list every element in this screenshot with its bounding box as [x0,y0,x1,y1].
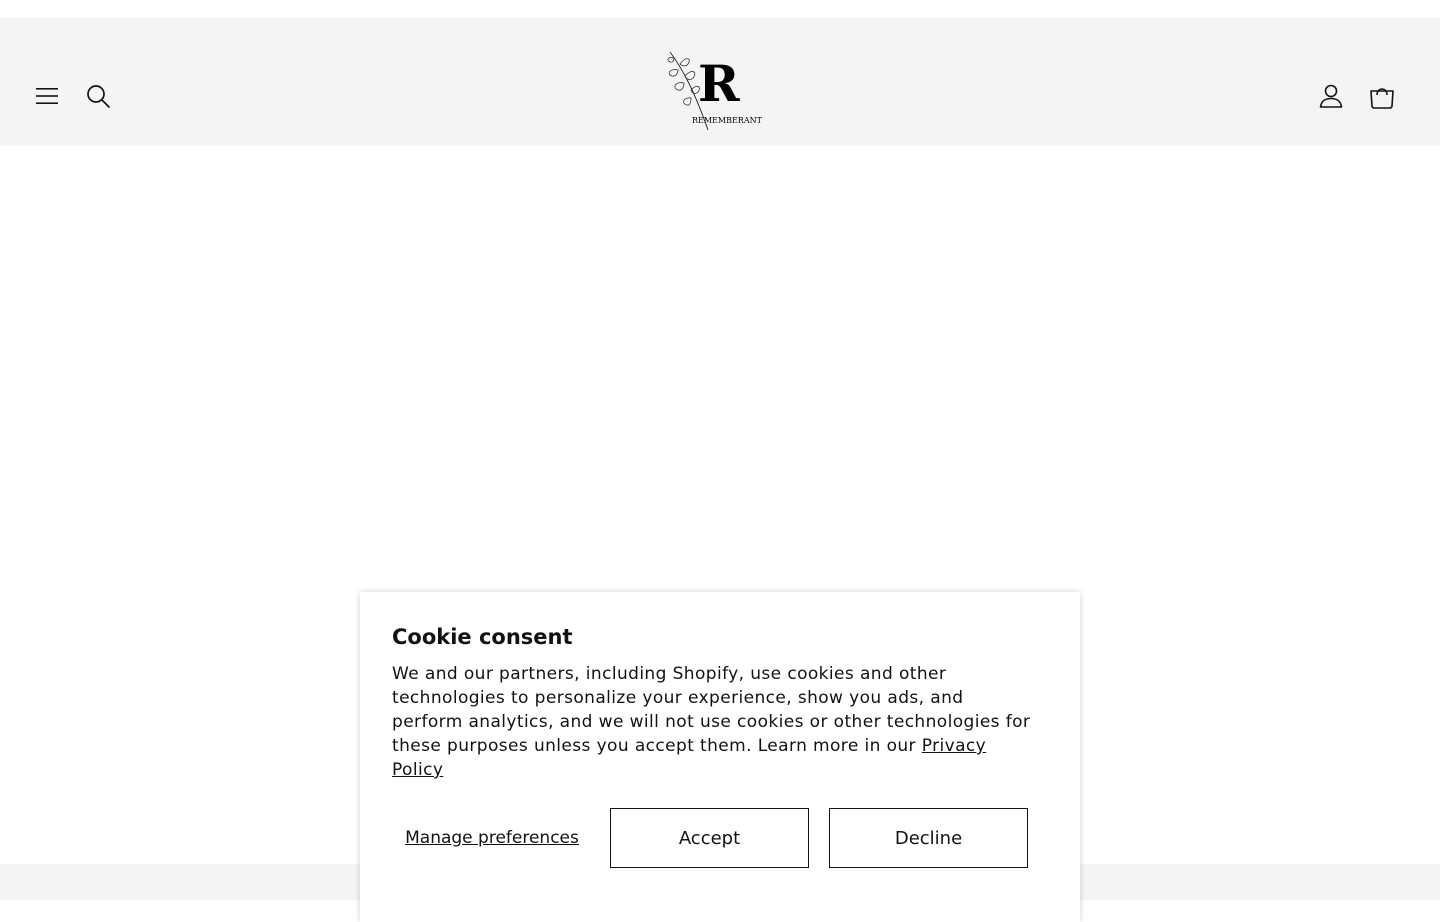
logo-wordmark: REMEMBERANT [692,116,762,125]
announcement-strip [0,0,1440,18]
menu-icon[interactable] [34,82,62,110]
manage-preferences-button[interactable]: Manage preferences [392,808,592,868]
search-icon[interactable] [84,82,112,110]
cookie-consent-actions [392,808,1048,868]
cart-icon[interactable] [1368,82,1396,110]
cookie-consent-dialog [360,592,1080,922]
logo-letter: R [698,54,740,113]
accept-button[interactable]: Accept [610,808,809,868]
cookie-consent-title: Cookie consent [392,625,573,649]
cookie-consent-body: We and our partners, including Shopify, use cookies and other technologies to personalize your experience, show you ads, and perform analytics, and we will not use cookies or other technologies for these purposes unless you accept them. Learn more in our [392,664,1031,756]
account-icon[interactable] [1317,82,1345,110]
cookie-consent-text [392,662,1032,782]
privacy-policy-link[interactable]: Privacy Policy [392,736,987,780]
site-header [0,18,1440,146]
brand-logo[interactable] [664,50,762,134]
decline-button[interactable]: Decline [829,808,1028,868]
